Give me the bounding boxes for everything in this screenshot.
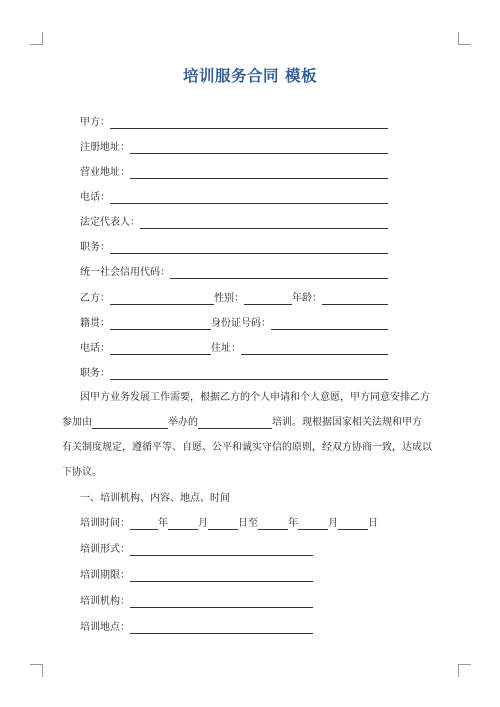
- address-field[interactable]: [241, 343, 388, 355]
- document-title: 培训服务合同 模板: [183, 67, 317, 85]
- reg-address-label: 注册地址：: [80, 142, 130, 153]
- party-a-row: [80, 115, 388, 129]
- party-b-native-row: [80, 316, 388, 330]
- party-a-phone-label: 电话：: [80, 192, 110, 203]
- corner-mark-bottom-right: [458, 664, 471, 677]
- training-place-label: 培训地点：: [80, 622, 130, 633]
- party-a-biz-address-row: [80, 165, 388, 179]
- training-time-row: [80, 516, 382, 530]
- party-b-name-field[interactable]: [110, 293, 214, 305]
- reg-address-field[interactable]: [130, 142, 388, 154]
- start-day-field[interactable]: [208, 518, 238, 530]
- intro-line-3: 有关制度规定，遵循平等、自愿、公平和诚实守信的原则，经双方协商一致，达成以: [62, 442, 432, 453]
- corner-mark-bottom-left: [30, 664, 43, 677]
- age-field[interactable]: [322, 293, 388, 305]
- native-place-field[interactable]: [110, 318, 211, 330]
- native-place-label: 籍贯：: [80, 318, 110, 329]
- training-org-field[interactable]: [130, 596, 313, 608]
- end-day-unit: 日: [368, 518, 378, 529]
- gender-label: 性别：: [214, 293, 244, 304]
- intro-line-2-part-b: 举办的: [168, 417, 198, 428]
- start-month-field[interactable]: [168, 518, 198, 530]
- training-form-label: 培训形式：: [80, 544, 130, 555]
- legal-rep-label: 法定代表人：: [80, 217, 140, 228]
- organizer-field[interactable]: [92, 418, 168, 429]
- training-name-field[interactable]: [198, 418, 272, 429]
- training-period-row: [80, 568, 313, 582]
- biz-address-field[interactable]: [130, 167, 388, 179]
- party-b-position-label: 职务：: [80, 368, 110, 379]
- id-number-field[interactable]: [271, 318, 388, 330]
- start-year-unit: 年: [158, 518, 168, 529]
- id-number-label: 身份证号码：: [211, 318, 271, 329]
- training-place-row: [80, 620, 313, 634]
- training-place-field[interactable]: [130, 622, 313, 634]
- start-year-field[interactable]: [130, 518, 158, 530]
- party-a-position-row: [80, 240, 388, 254]
- training-period-field[interactable]: [130, 570, 313, 582]
- end-day-field[interactable]: [338, 518, 368, 530]
- training-form-field[interactable]: [130, 544, 313, 556]
- party-b-position-field[interactable]: [110, 368, 388, 380]
- biz-address-label: 营业地址：: [80, 167, 130, 178]
- intro-line-2: [62, 417, 434, 429]
- corner-mark-top-left: [30, 32, 43, 45]
- age-label: 年龄：: [292, 293, 322, 304]
- address-label: 住址：: [211, 343, 241, 354]
- party-a-position-field[interactable]: [110, 242, 388, 254]
- corner-mark-top-right: [458, 32, 471, 45]
- end-month-unit: 月: [328, 518, 338, 529]
- training-form-row: [80, 542, 313, 556]
- training-period-label: 培训期限：: [80, 570, 130, 581]
- party-a-label: 甲方：: [80, 117, 110, 128]
- party-b-phone-row: [80, 341, 388, 355]
- party-a-field[interactable]: [110, 117, 388, 129]
- party-b-phone-label: 电话：: [80, 343, 110, 354]
- credit-code-row: [80, 265, 388, 279]
- legal-rep-row: [80, 215, 388, 229]
- section-1-heading: 一、培训机构、内容、地点、时间: [80, 493, 230, 504]
- training-time-label: 培训时间：: [80, 518, 130, 529]
- gender-field[interactable]: [244, 293, 292, 305]
- party-b-label: 乙方：: [80, 293, 110, 304]
- party-a-phone-row: [80, 190, 388, 204]
- intro-line-2-part-a: 参加由: [62, 417, 92, 428]
- start-day-unit: 日至: [238, 518, 258, 529]
- end-year-unit: 年: [288, 518, 298, 529]
- end-year-field[interactable]: [258, 518, 288, 530]
- training-org-label: 培训机构：: [80, 596, 130, 607]
- intro-line-2-part-c: 培训。现根据国家相关法规和甲方: [272, 417, 422, 428]
- start-month-unit: 月: [198, 518, 208, 529]
- party-b-row: [80, 291, 388, 305]
- party-b-phone-field[interactable]: [110, 343, 211, 355]
- party-a-reg-address-row: [80, 140, 388, 154]
- credit-code-label: 统一社会信用代码：: [80, 267, 170, 278]
- party-a-phone-field[interactable]: [110, 192, 388, 204]
- end-month-field[interactable]: [298, 518, 328, 530]
- training-org-row: [80, 594, 313, 608]
- credit-code-field[interactable]: [170, 267, 388, 279]
- legal-rep-field[interactable]: [140, 217, 388, 229]
- party-a-position-label: 职务：: [80, 242, 110, 253]
- intro-line-1: 因甲方业务发展工作需要，根据乙方的个人申请和个人意愿，甲方同意安排乙方: [80, 392, 430, 403]
- party-b-position-row: [80, 366, 388, 380]
- intro-line-4: 下协议。: [62, 467, 102, 478]
